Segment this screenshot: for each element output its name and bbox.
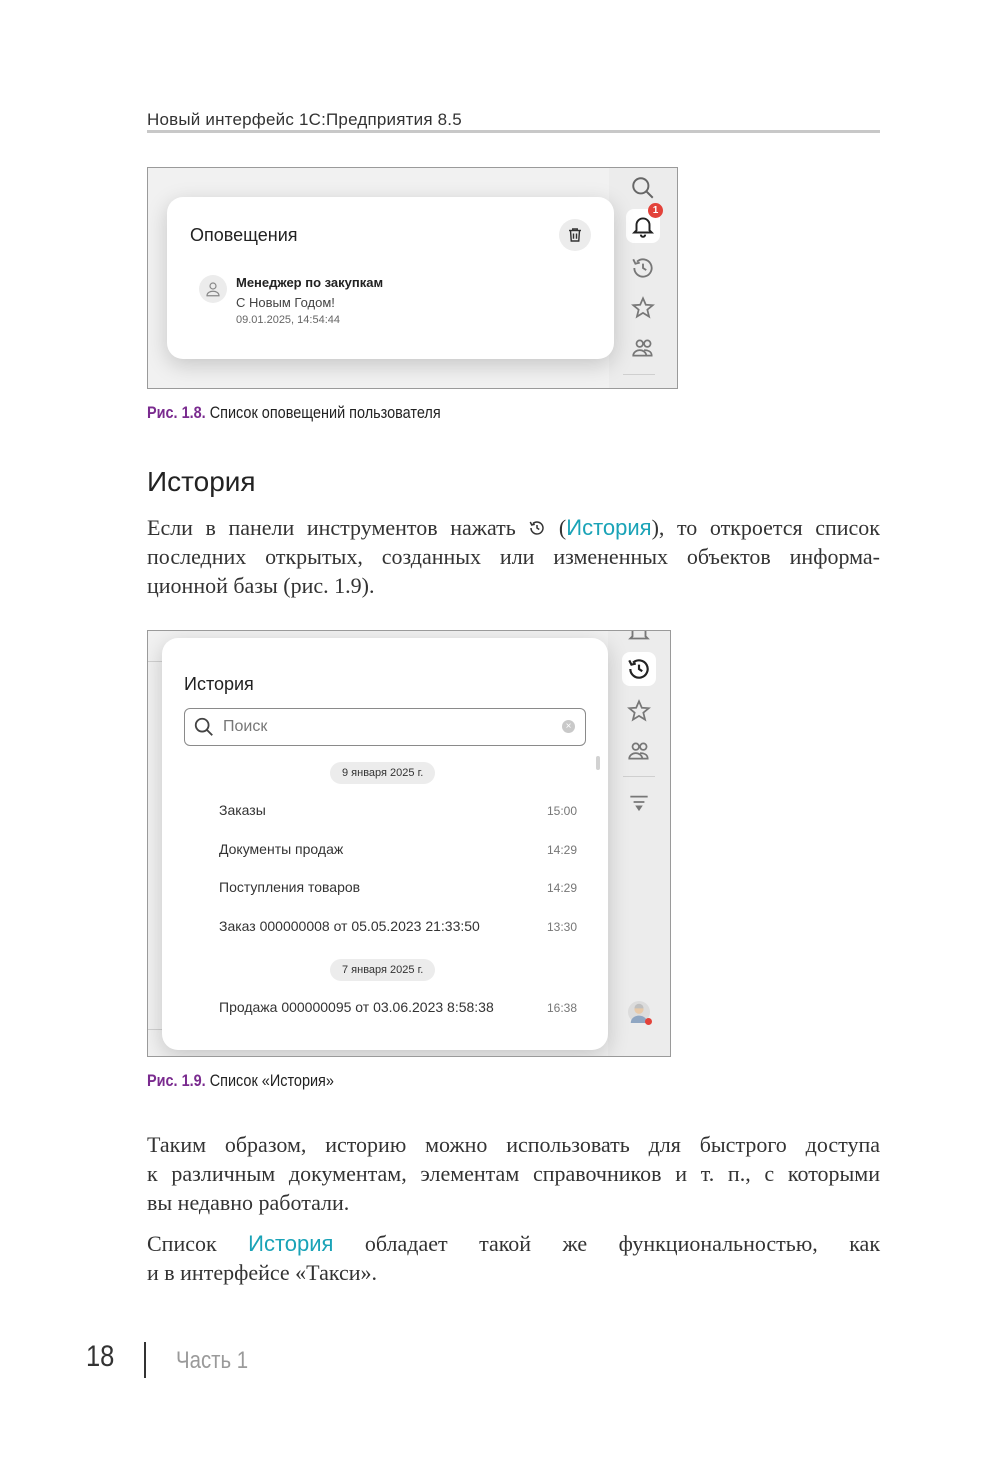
notification-timestamp: 09.01.2025, 14:54:44: [236, 314, 340, 326]
running-header: Новый интерфейс 1С:Предприятия 8.5: [147, 110, 462, 129]
date-separator: 7 января 2025 г.: [330, 959, 435, 981]
history-item-time: 14:29: [546, 843, 577, 857]
paragraph-line: ционной базы (рис. 1.9).: [147, 573, 375, 598]
bell-icon[interactable]: [626, 630, 652, 645]
figure-notifications: [147, 167, 678, 389]
panel-title: История: [184, 674, 254, 694]
figure-history: [147, 630, 671, 1057]
paragraph-line: [147, 1229, 880, 1258]
history-item[interactable]: Продажа 000000095 от 03.06.2023 8:58:38: [219, 999, 494, 1015]
text-run: как: [849, 1231, 881, 1256]
scrollbar[interactable]: [596, 756, 600, 770]
history-item-time: 13:30: [546, 920, 577, 934]
filter-icon[interactable]: [626, 789, 652, 815]
header-rule: [147, 130, 880, 133]
history-item[interactable]: Документы продаж: [219, 841, 344, 857]
notification-badge: 1: [648, 203, 663, 218]
right-toolbar: [608, 631, 670, 1056]
paragraph-history-usage: [147, 1130, 880, 1217]
user-avatar[interactable]: [628, 1001, 650, 1023]
paragraph-line: Таким образом, историю можно использовать для быстрого доступа: [147, 1132, 880, 1157]
clear-search-icon[interactable]: ×: [562, 720, 575, 733]
notification-sender[interactable]: Менеджер по закупкам: [236, 275, 384, 290]
toolbar-divider: [623, 776, 655, 777]
background-divider: [148, 1029, 162, 1030]
footer-divider: [144, 1342, 146, 1378]
caption-text: Список «История»: [209, 1071, 334, 1090]
history-item-time: 16:38: [546, 1001, 577, 1015]
clear-notifications-button[interactable]: [559, 219, 591, 251]
section-heading: История: [147, 466, 256, 497]
text-run: Список: [147, 1231, 217, 1256]
text-run: функциональностью,: [618, 1231, 818, 1256]
caption-text: Список оповещений пользователя: [209, 403, 441, 422]
status-dot: [645, 1018, 652, 1025]
search-icon: [193, 716, 215, 738]
search-icon[interactable]: [630, 175, 656, 201]
history-link[interactable]: История: [566, 515, 652, 540]
toolbar-divider: [623, 374, 655, 375]
trash-icon: [566, 226, 584, 244]
search-input[interactable]: [184, 708, 586, 746]
notifications-panel: [167, 197, 614, 359]
caption-label: Рис. 1.8.: [147, 403, 206, 422]
history-icon: [528, 519, 546, 537]
bell-button[interactable]: [626, 205, 660, 243]
right-toolbar: [609, 168, 677, 388]
history-item[interactable]: Заказ 000000008 от 05.05.2023 21:33:50: [219, 918, 480, 934]
star-icon[interactable]: [630, 295, 656, 321]
search-placeholder: Поиск: [223, 718, 268, 735]
history-item-time: 14:29: [546, 881, 577, 895]
figure-caption-1-8: [147, 403, 441, 423]
history-item[interactable]: Поступления товаров: [219, 879, 361, 895]
paragraph-line: вы недавно работали.: [147, 1190, 350, 1215]
paragraph-history-taxi: [147, 1229, 880, 1287]
history-icon: [626, 656, 652, 682]
users-icon[interactable]: [630, 335, 656, 361]
history-link[interactable]: История: [248, 1231, 334, 1256]
text-run: Если в панели инструментов нажать: [147, 515, 516, 540]
paragraph-line: к различным документам, элементам справочников и т. п., с которыми: [147, 1161, 880, 1186]
history-panel: [162, 638, 608, 1050]
user-icon: [204, 280, 222, 298]
sender-avatar: [199, 275, 227, 303]
date-separator: 9 января 2025 г.: [330, 762, 435, 784]
paragraph-line: последних открытых, созданных или измененных объектов информа-: [147, 544, 880, 569]
history-item[interactable]: Заказы: [219, 802, 266, 818]
paragraph-history-intro: [147, 513, 880, 600]
star-icon[interactable]: [626, 698, 652, 724]
history-button[interactable]: [622, 652, 656, 686]
background-divider: [148, 661, 162, 662]
footer-part-label: Часть 1: [176, 1347, 249, 1374]
users-icon[interactable]: [626, 738, 652, 764]
history-item-time: 15:00: [546, 804, 577, 818]
figure-caption-1-9: [147, 1071, 334, 1091]
history-icon[interactable]: [630, 255, 656, 281]
paragraph-line: [147, 513, 880, 542]
page-number: 18: [86, 1340, 115, 1373]
caption-label: Рис. 1.9.: [147, 1071, 206, 1090]
paragraph-line: и в интерфейсе «Такси».: [147, 1260, 378, 1285]
text-run: такой: [479, 1231, 532, 1256]
text-run: же: [562, 1231, 588, 1256]
text-run: ), то откроется список: [651, 515, 880, 540]
text-run: обладает: [364, 1231, 448, 1256]
notification-message: С Новым Годом!: [236, 295, 335, 310]
text-run: (: [558, 515, 567, 540]
panel-title: Оповещения: [190, 225, 298, 245]
